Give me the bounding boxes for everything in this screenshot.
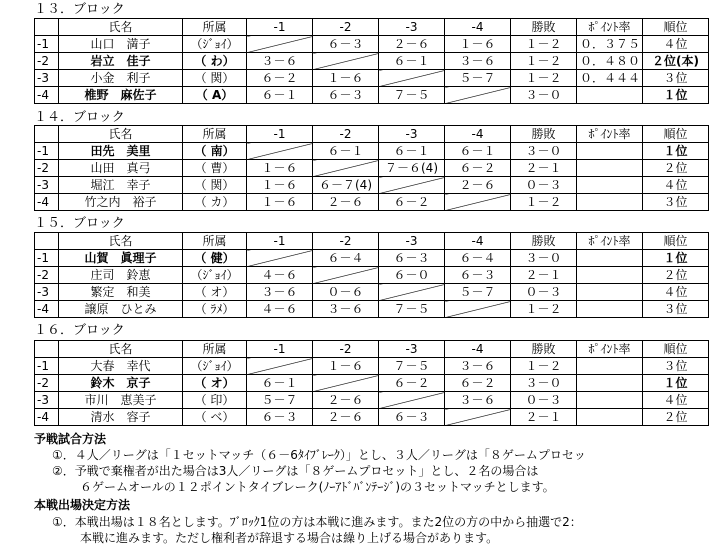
row-number: -1 <box>35 358 59 375</box>
table-row <box>35 250 709 267</box>
self-match-cell <box>247 250 313 267</box>
table-row <box>35 70 709 87</box>
affiliation: （ A） <box>183 87 247 104</box>
header-cell: -1 <box>247 126 313 143</box>
header-row <box>35 19 709 36</box>
table-row <box>35 358 709 375</box>
win-loss: ０－３ <box>511 392 577 409</box>
header-row <box>35 233 709 250</box>
win-loss: １－２ <box>511 53 577 70</box>
player-name: 堀江 幸子 <box>59 177 183 194</box>
affiliation: （ 印） <box>183 392 247 409</box>
self-match-cell <box>313 267 379 284</box>
self-match-cell <box>379 392 445 409</box>
rank: ２位 <box>643 409 709 426</box>
header-cell: 勝敗 <box>511 341 577 358</box>
match-score: １－６ <box>313 70 379 87</box>
self-match-cell <box>445 87 511 104</box>
header-cell: -4 <box>445 341 511 358</box>
self-match-cell <box>313 375 379 392</box>
win-loss: １－２ <box>511 70 577 87</box>
table-row <box>35 267 709 284</box>
league-table <box>34 340 709 426</box>
header-row <box>35 126 709 143</box>
header-cell: -1 <box>247 233 313 250</box>
header-cell: -3 <box>379 341 445 358</box>
match-score: ５－７ <box>445 70 511 87</box>
row-number: -4 <box>35 301 59 318</box>
win-loss: ３－０ <box>511 143 577 160</box>
point-ratio <box>577 267 643 284</box>
affiliation: （ 南） <box>183 143 247 160</box>
self-match-cell <box>379 70 445 87</box>
header-cell: -3 <box>379 19 445 36</box>
header-blank-cell <box>35 126 59 143</box>
affiliation: （ｼﾞｮｲ） <box>183 358 247 375</box>
table-row <box>35 301 709 318</box>
table-row <box>35 375 709 392</box>
rank: ４位 <box>643 36 709 53</box>
header-cell: ﾎﾟｲﾝﾄ率 <box>577 19 643 36</box>
rank: ４位 <box>643 284 709 301</box>
match-score: ６－３ <box>445 267 511 284</box>
header-cell: -4 <box>445 233 511 250</box>
player-name: 大春 幸代 <box>59 358 183 375</box>
match-method-heading: 予戦試合方法 <box>34 432 107 446</box>
match-score: １－６ <box>313 358 379 375</box>
main-draw-line-2: 本戦に進みます。ただし権利者が辞退する場合は繰り上げる場合があります。 <box>80 531 499 545</box>
self-match-cell <box>247 36 313 53</box>
match-score: ６－１ <box>379 53 445 70</box>
row-number: -2 <box>35 375 59 392</box>
header-cell: 氏名 <box>59 126 183 143</box>
win-loss: ２－１ <box>511 160 577 177</box>
point-ratio <box>577 194 643 211</box>
player-name: 田先 美里 <box>59 143 183 160</box>
player-name: 庄司 鈴恵 <box>59 267 183 284</box>
header-cell: 氏名 <box>59 341 183 358</box>
match-score: １－６ <box>247 194 313 211</box>
header-cell: 勝敗 <box>511 233 577 250</box>
row-number: -2 <box>35 160 59 177</box>
match-score: ２－６ <box>313 409 379 426</box>
match-score: ０－６ <box>313 284 379 301</box>
match-score: １－６ <box>247 160 313 177</box>
affiliation: （ カ） <box>183 194 247 211</box>
match-score: １－６ <box>247 177 313 194</box>
match-score: ６－１ <box>247 87 313 104</box>
row-number: -4 <box>35 87 59 104</box>
match-score: ６－１ <box>445 143 511 160</box>
match-score: ３－６ <box>247 53 313 70</box>
match-score: ７－５ <box>379 358 445 375</box>
table-row <box>35 53 709 70</box>
match-method-line-2: ②．予戦で棄権者が出た場合は3人／リーグは「８ゲームプロセット」とし、２名の場合は <box>52 464 539 478</box>
match-score: ２－６ <box>445 177 511 194</box>
table-row <box>35 143 709 160</box>
rank: ２位 <box>643 267 709 284</box>
point-ratio <box>577 143 643 160</box>
row-number: -1 <box>35 143 59 160</box>
match-score: １－６ <box>445 36 511 53</box>
row-number: -1 <box>35 250 59 267</box>
rank: １位 <box>643 143 709 160</box>
header-cell: -1 <box>247 341 313 358</box>
win-loss: ３－０ <box>511 250 577 267</box>
self-match-cell <box>247 143 313 160</box>
self-match-cell <box>379 177 445 194</box>
header-cell: -2 <box>313 19 379 36</box>
match-score: ６－２ <box>445 160 511 177</box>
header-row <box>35 341 709 358</box>
header-cell: ﾎﾟｲﾝﾄ率 <box>577 126 643 143</box>
affiliation: （ わ） <box>183 53 247 70</box>
self-match-cell <box>313 53 379 70</box>
win-loss: １－２ <box>511 194 577 211</box>
match-score: ２－６ <box>313 194 379 211</box>
affiliation: （ 曹） <box>183 160 247 177</box>
header-cell: -4 <box>445 19 511 36</box>
match-score: ６－３ <box>313 36 379 53</box>
rank: ４位 <box>643 392 709 409</box>
player-name: 山田 真弓 <box>59 160 183 177</box>
rank: ３位 <box>643 70 709 87</box>
match-score: ６－１ <box>313 143 379 160</box>
row-number: -1 <box>35 36 59 53</box>
header-cell: -4 <box>445 126 511 143</box>
win-loss: ２－１ <box>511 409 577 426</box>
point-ratio: ０．４８０ <box>577 53 643 70</box>
affiliation: （ｼﾞｮｲ） <box>183 36 247 53</box>
match-score: ４－６ <box>247 301 313 318</box>
match-score: ６－１ <box>379 143 445 160</box>
league-table <box>34 18 709 104</box>
main-draw-heading: 本戦出場決定方法 <box>34 498 131 512</box>
affiliation: （ ベ） <box>183 409 247 426</box>
header-cell: -2 <box>313 126 379 143</box>
header-cell: 氏名 <box>59 233 183 250</box>
point-ratio: ０．４４４ <box>577 70 643 87</box>
match-score: ５－７ <box>247 392 313 409</box>
block-title: １５．ブロック <box>34 216 125 231</box>
point-ratio <box>577 392 643 409</box>
self-match-cell <box>313 160 379 177</box>
affiliation: （ オ） <box>183 284 247 301</box>
win-loss: １－２ <box>511 301 577 318</box>
win-loss: ０－３ <box>511 177 577 194</box>
self-match-cell <box>445 301 511 318</box>
row-number: -2 <box>35 53 59 70</box>
win-loss: １－２ <box>511 358 577 375</box>
match-score: ４－６ <box>247 267 313 284</box>
win-loss: ０－３ <box>511 284 577 301</box>
main-draw-line-1: ①．本戦出場は１８名とします。ﾌﾞﾛｯｸ1位の方は本戦に進みます。また2位の方の中から抽選で2： <box>52 515 582 529</box>
block-title: １６．ブロック <box>34 323 125 338</box>
player-name: 竹之内 裕子 <box>59 194 183 211</box>
rank: １位 <box>643 375 709 392</box>
affiliation: （ 関） <box>183 70 247 87</box>
header-cell: ﾎﾟｲﾝﾄ率 <box>577 341 643 358</box>
player-name: 清水 容子 <box>59 409 183 426</box>
rank: １位 <box>643 250 709 267</box>
header-cell: -2 <box>313 233 379 250</box>
header-cell: ﾎﾟｲﾝﾄ率 <box>577 233 643 250</box>
rank: ２位(本) <box>643 53 709 70</box>
self-match-cell <box>247 358 313 375</box>
player-name: 山口 満子 <box>59 36 183 53</box>
match-score: ２－６ <box>379 36 445 53</box>
self-match-cell <box>379 284 445 301</box>
point-ratio <box>577 375 643 392</box>
match-score: ７－５ <box>379 87 445 104</box>
header-cell: -3 <box>379 233 445 250</box>
rank: ４位 <box>643 177 709 194</box>
match-score: ６－３ <box>379 409 445 426</box>
header-cell: 所属 <box>183 341 247 358</box>
match-score: ６－３ <box>313 87 379 104</box>
table-row <box>35 160 709 177</box>
match-score: ６－７(4) <box>313 177 379 194</box>
player-name: 市川 恵美子 <box>59 392 183 409</box>
self-match-cell <box>445 194 511 211</box>
table-row <box>35 87 709 104</box>
point-ratio: ０．３７５ <box>577 36 643 53</box>
header-blank-cell <box>35 341 59 358</box>
affiliation: （ オ） <box>183 375 247 392</box>
header-cell: -2 <box>313 341 379 358</box>
match-score: ６－０ <box>379 267 445 284</box>
match-score: ６－３ <box>379 250 445 267</box>
point-ratio <box>577 177 643 194</box>
match-score: ６－１ <box>247 375 313 392</box>
player-name: 鈴木 京子 <box>59 375 183 392</box>
header-cell: 順位 <box>643 341 709 358</box>
row-number: -3 <box>35 70 59 87</box>
self-match-cell <box>445 409 511 426</box>
player-name: 山賀 眞理子 <box>59 250 183 267</box>
win-loss: ２－１ <box>511 267 577 284</box>
table-row <box>35 36 709 53</box>
point-ratio <box>577 358 643 375</box>
match-score: ３－６ <box>313 301 379 318</box>
point-ratio <box>577 250 643 267</box>
affiliation: （ 関） <box>183 177 247 194</box>
row-number: -4 <box>35 194 59 211</box>
player-name: 小金 利子 <box>59 70 183 87</box>
player-name: 譲原 ひとみ <box>59 301 183 318</box>
affiliation: （ 健） <box>183 250 247 267</box>
match-score: ６－３ <box>247 409 313 426</box>
match-score: ６－２ <box>247 70 313 87</box>
header-cell: 氏名 <box>59 19 183 36</box>
match-score: ３－６ <box>247 284 313 301</box>
row-number: -3 <box>35 392 59 409</box>
point-ratio <box>577 301 643 318</box>
rank: ３位 <box>643 301 709 318</box>
table-row <box>35 194 709 211</box>
match-score: ３－６ <box>445 392 511 409</box>
win-loss: ３－０ <box>511 375 577 392</box>
player-name: 椎野 麻佐子 <box>59 87 183 104</box>
header-cell: -3 <box>379 126 445 143</box>
header-cell: 所属 <box>183 19 247 36</box>
rank: ３位 <box>643 358 709 375</box>
header-cell: 勝敗 <box>511 126 577 143</box>
row-number: -3 <box>35 284 59 301</box>
table-row <box>35 284 709 301</box>
affiliation: （ ﾗﾒ） <box>183 301 247 318</box>
player-name: 岩立 佳子 <box>59 53 183 70</box>
header-blank-cell <box>35 233 59 250</box>
match-score: ６－２ <box>379 194 445 211</box>
match-score: ３－６ <box>445 358 511 375</box>
header-cell: 勝敗 <box>511 19 577 36</box>
rank: ２位 <box>643 160 709 177</box>
point-ratio <box>577 284 643 301</box>
affiliation: （ｼﾞｮｲ） <box>183 267 247 284</box>
match-score: ７－６(4) <box>379 160 445 177</box>
match-score: ３－６ <box>445 53 511 70</box>
header-cell: 所属 <box>183 233 247 250</box>
match-method-line-1: ①．４人／リーグは「１セットマッチ（６－6ﾀｲﾌﾞﾚｰｸ）」とし、３人／リーグは「８ゲームプロセッ <box>52 448 586 462</box>
header-cell: 順位 <box>643 233 709 250</box>
rank: ３位 <box>643 194 709 211</box>
header-blank-cell <box>35 19 59 36</box>
match-score: ６－４ <box>313 250 379 267</box>
match-score: ２－６ <box>313 392 379 409</box>
player-name: 繁定 和美 <box>59 284 183 301</box>
header-cell: 順位 <box>643 19 709 36</box>
match-score: ６－２ <box>445 375 511 392</box>
point-ratio <box>577 409 643 426</box>
match-method-line-3: ６ゲームオールの１２ポイントタイブレーク(ﾉｰｱﾄﾞﾊﾞﾝﾃｰｼﾞ)の３セットマッチとします。 <box>80 480 555 494</box>
block-title: １３．ブロック <box>34 2 125 17</box>
row-number: -4 <box>35 409 59 426</box>
table-row <box>35 392 709 409</box>
header-cell: 順位 <box>643 126 709 143</box>
header-cell: 所属 <box>183 126 247 143</box>
league-table <box>34 232 709 318</box>
match-score: ５－７ <box>445 284 511 301</box>
table-row <box>35 177 709 194</box>
rank: １位 <box>643 87 709 104</box>
win-loss: ３－０ <box>511 87 577 104</box>
point-ratio <box>577 87 643 104</box>
table-row <box>35 409 709 426</box>
league-table <box>34 125 709 211</box>
block-title: １４．ブロック <box>34 110 125 125</box>
row-number: -2 <box>35 267 59 284</box>
match-score: ６－２ <box>379 375 445 392</box>
point-ratio <box>577 160 643 177</box>
win-loss: １－２ <box>511 36 577 53</box>
row-number: -3 <box>35 177 59 194</box>
match-score: ７－５ <box>379 301 445 318</box>
match-score: ６－４ <box>445 250 511 267</box>
header-cell: -1 <box>247 19 313 36</box>
